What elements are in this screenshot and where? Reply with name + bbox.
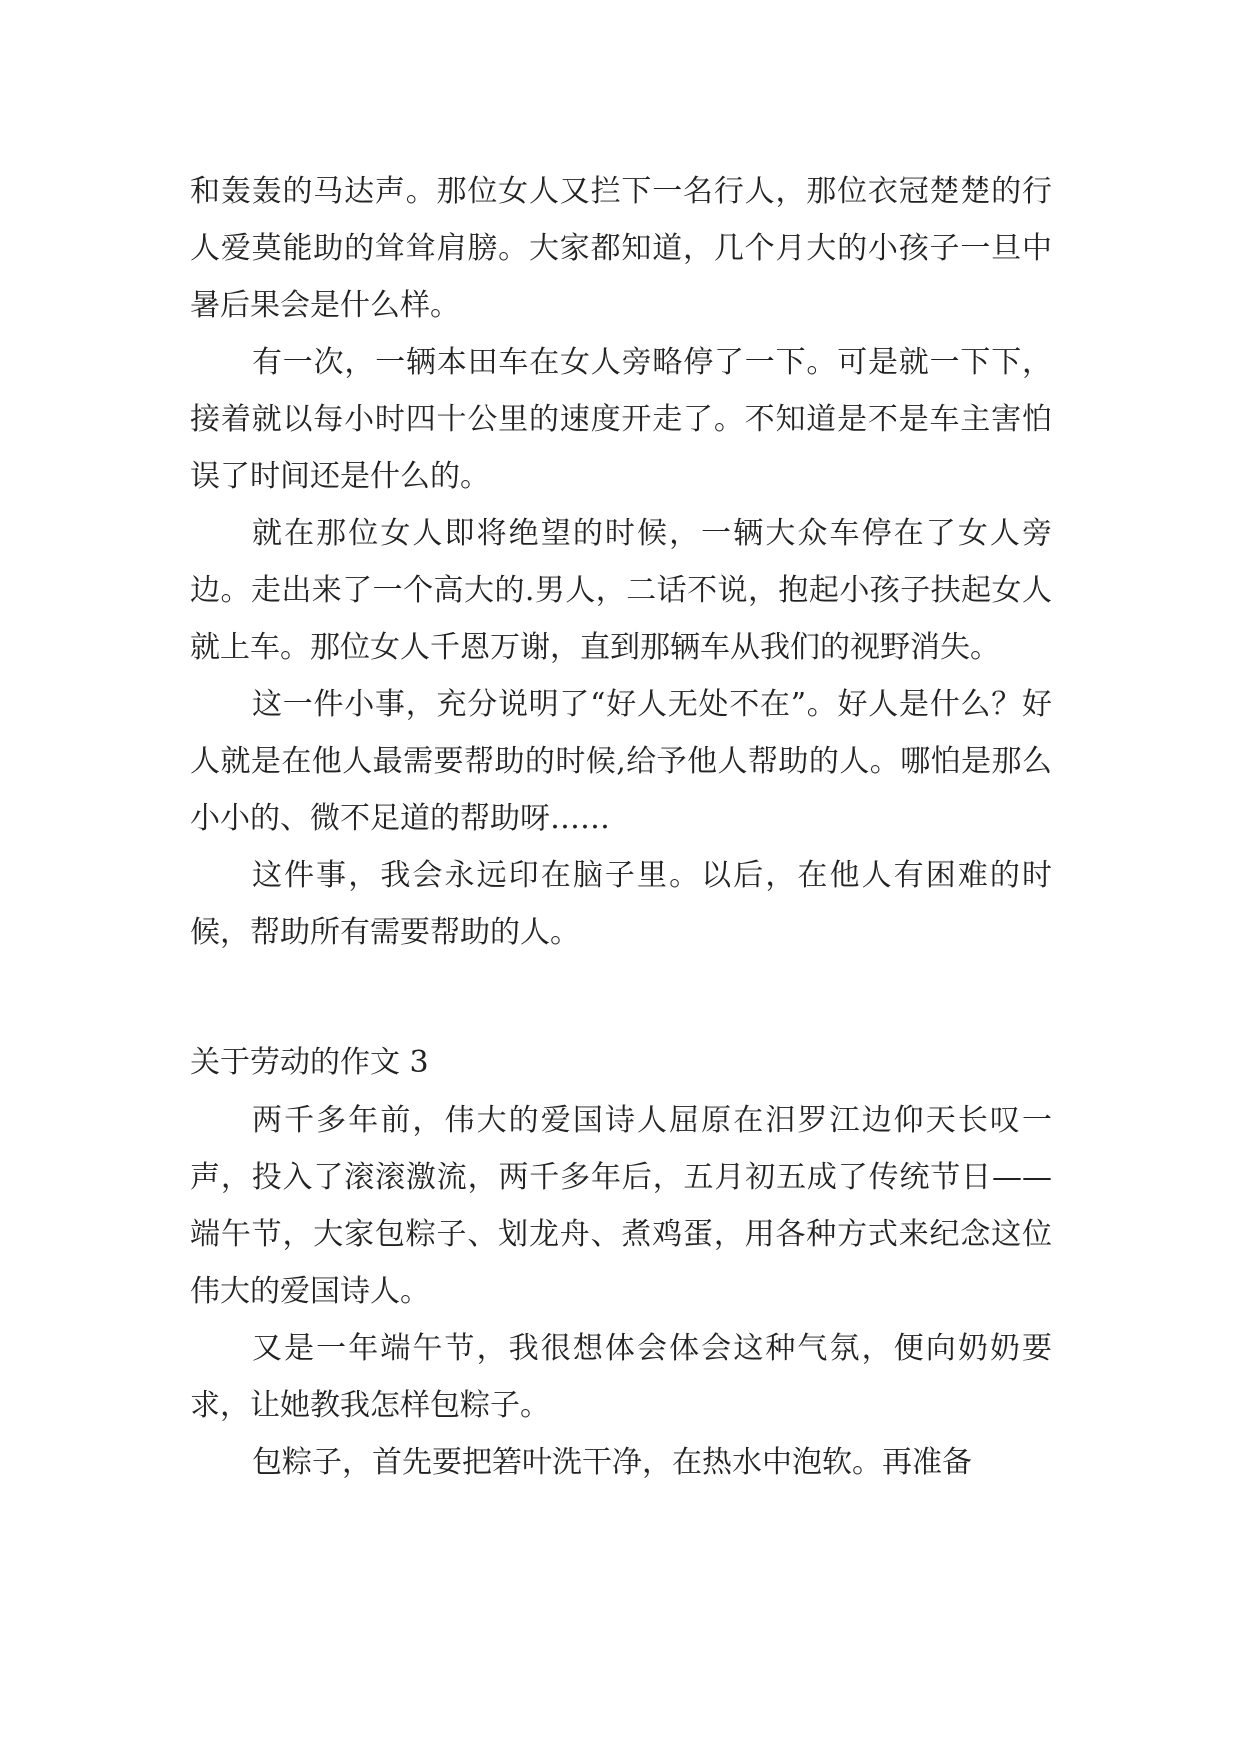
document-body [190, 163, 1052, 1491]
section-spacer [190, 961, 1052, 1034]
paragraph: 就在那位女人即将绝望的时候，一辆大众车停在了女人旁边。走出来了一个高大的.男人，二话不说，抱起小孩子扶起女人就上车。那位女人千恩万谢，直到那辆车从我们的视野消失。 [190, 516, 1052, 665]
paragraph: 两千多年前，伟大的爱国诗人屈原在汨罗江边仰天长叹一声，投入了滚滚激流，两千多年后，五月初五成了传统节日——端午节，大家包粽子、划龙舟、煮鸡蛋，用各种方式来纪念这位伟大的爱国诗人。 [190, 1103, 1052, 1309]
paragraph: 这件事，我会永远印在脑子里。以后，在他人有困难的时候，帮助所有需要帮助的人。 [190, 858, 1052, 950]
paragraph: 包粽子，首先要把箬叶洗干净，在热水中泡软。再准备 [252, 1445, 972, 1480]
paragraph: 又是一年端午节，我很想体会体会这种气氛，便向奶奶要求，让她教我怎样包粽子。 [190, 1331, 1052, 1423]
paragraph: 和轰轰的马达声。那位女人又拦下一名行人，那位衣冠楚楚的行人爱莫能助的耸耸肩膀。大家都知道，几个月大的小孩子一旦中暑后果会是什么样。 [190, 174, 1052, 323]
paragraph: 有一次，一辆本田车在女人旁略停了一下。可是就一下下，接着就以每小时四十公里的速度开走了。不知道是不是车主害怕误了时间还是什么的。 [190, 345, 1052, 494]
section-title: 关于劳动的作文 3 [190, 1045, 429, 1080]
paragraph: 这一件小事，充分说明了“好人无处不在”。好人是什么？好人就是在他人最需要帮助的时候,给予他人帮助的人。哪怕是那么小小的、微不足道的帮助呀…… [190, 687, 1052, 836]
